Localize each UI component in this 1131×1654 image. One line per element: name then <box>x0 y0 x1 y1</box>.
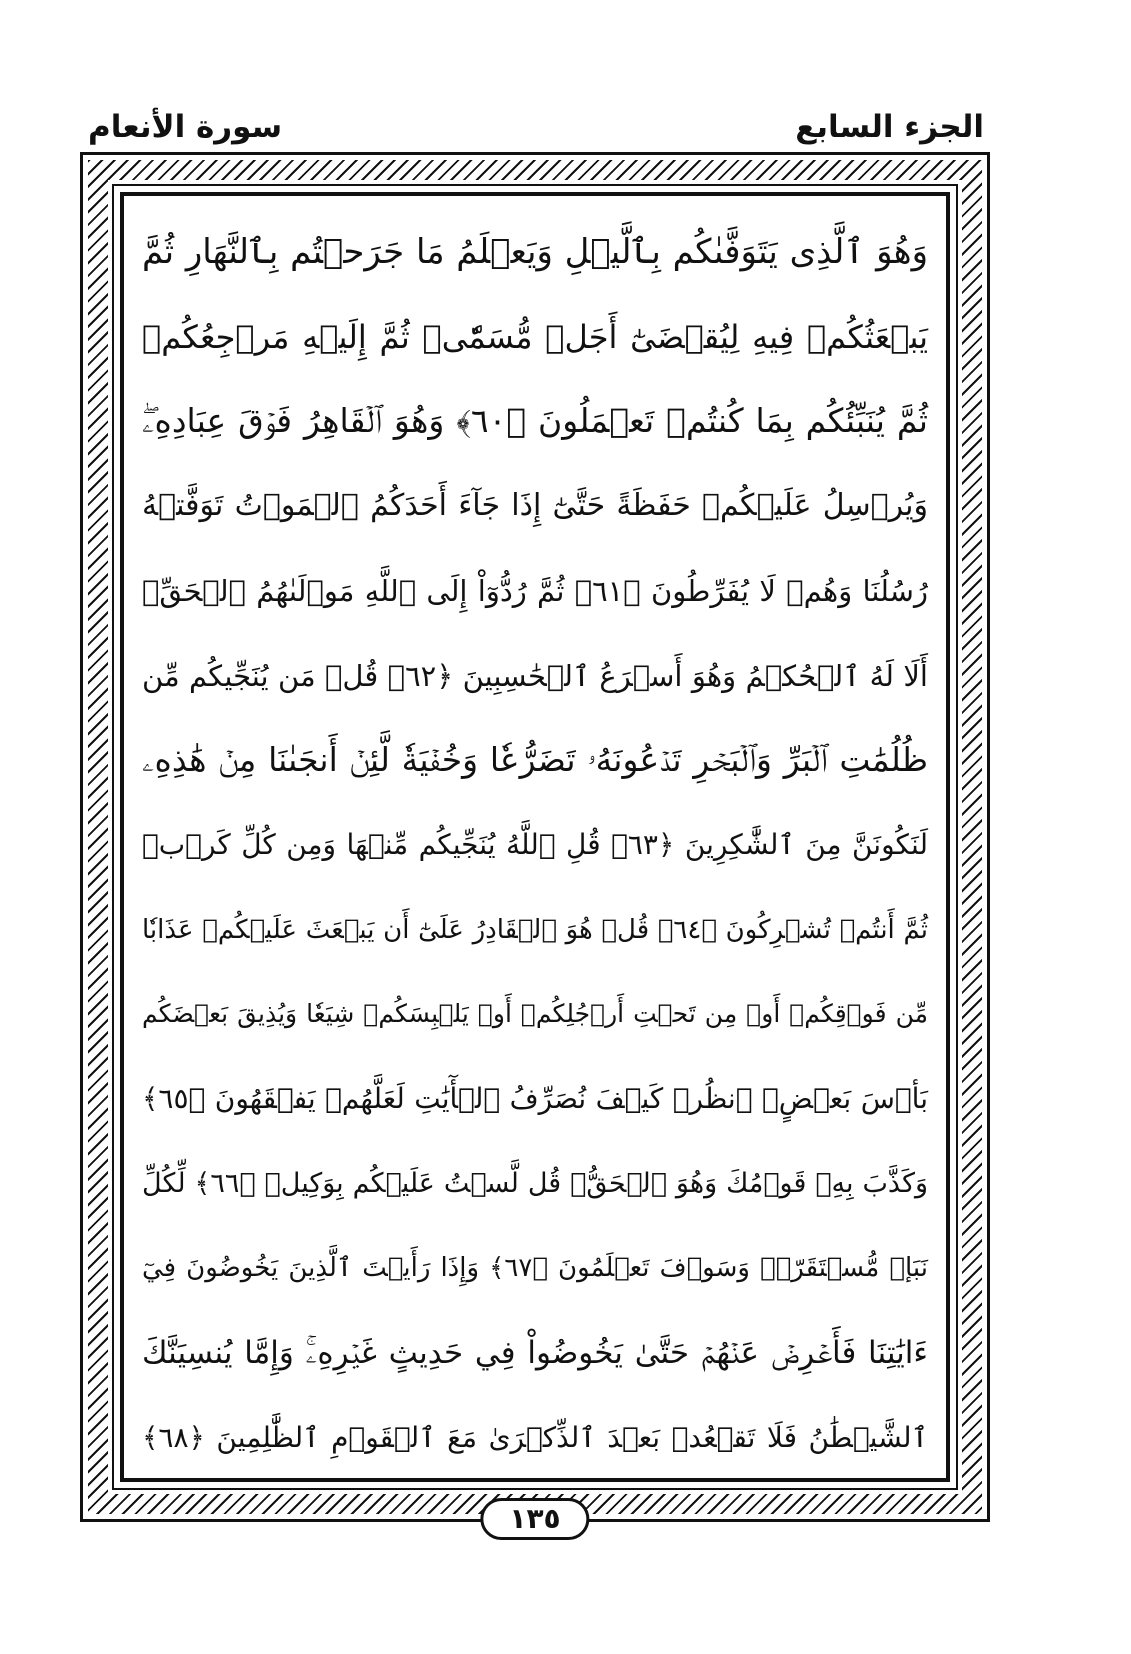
verse-line: يَبۡعَثُكُمۡ فِيهِ لِيُقۡضَىٰٓ أَجَلٞ مُّسَمّٗىۖ ثُمَّ إِلَيۡهِ مَرۡجِعُكُمۡ <box>142 317 928 356</box>
verse-line: مِّن فَوۡقِكُمۡ أَوۡ مِن تَحۡتِ أَرۡجُلِكُمۡ أَوۡ يَلۡبِسَكُمۡ شِيَعٗا وَيُذِيقَ بَعۡضَكُم <box>142 999 928 1029</box>
verse-line: رُسُلُنَا وَهُمۡ لَا يُفَرِّطُونَ ﴿٦١﴾ ثُمَّ رُدُّوٓاْ إِلَى ٱللَّهِ مَوۡلَىٰهُمُ ٱلۡحَقِّۚ <box>142 573 928 608</box>
verse-line: وَهُوَ ٱلَّذِى يَتَوَفَّىٰكُم بِٱلَّيۡلِ وَيَعۡلَمُ مَا جَرَحۡتُم بِٱلنَّهَارِ ثُمَّ <box>142 232 928 272</box>
verse-lines <box>142 222 928 1468</box>
surah-title: سورة الأنعام <box>88 109 283 145</box>
verse-line: ثُمَّ أَنتُمۡ تُشۡرِكُونَ ﴿٦٤﴾ قُلۡ هُوَ ٱلۡقَادِرُ عَلَىٰٓ أَن يَبۡعَثَ عَلَيۡكُمۡ عَذَابٗا <box>142 914 928 945</box>
verse-line: نَبَإٖ مُّسۡتَقَرّٞۚ وَسَوۡفَ تَعۡلَمُونَ ﴿٦٧﴾ وَإِذَا رَأَيۡتَ ٱلَّذِينَ يَخُوضُونَ فِيٓ <box>142 1253 928 1284</box>
juz-title: الجزء السابع <box>795 109 984 145</box>
verse-line: ٱلشَّيۡطَٰنُ فَلَا تَقۡعُدۡ بَعۡدَ ٱلذِّكۡرَىٰ مَعَ ٱلۡقَوۡمِ ٱلظَّٰلِمِينَ ﴿٦٨﴾ <box>142 1420 928 1454</box>
page-number: ١٣٥ <box>480 1498 589 1540</box>
verse-line: ءَايَٰتِنَا فَأَعۡرِضۡ عَنۡهُمۡ حَتَّىٰ يَخُوضُواْ فِي حَدِيثٍ غَيۡرِهِۦۚ وَإِمَّا يُنسِيَنَّكَ <box>142 1335 928 1372</box>
verse-line: وَكَذَّبَ بِهِۦ قَوۡمُكَ وَهُوَ ٱلۡحَقُّۚ قُل لَّسۡتُ عَلَيۡكُم بِوَكِيلٖ ﴿٦٦﴾ لِّكُلِّ <box>142 1167 928 1199</box>
ornamental-frame <box>80 152 990 1535</box>
verse-line: أَلَا لَهُ ٱلۡحُكۡمُ وَهُوَ أَسۡرَعُ ٱلۡحَٰسِبِينَ ﴿٦٢﴾ قُلۡ مَن يُنَجِّيكُم مِّن <box>142 658 928 693</box>
verse-line: ظُلُمَٰتِ ٱلۡبَرِّ وَٱلۡبَحۡرِ تَدۡعُونَهُۥ تَضَرُّعٗا وَخُفۡيَةٗ لَّئِنۡ أَنجَىٰنَا مِنۡ هَٰذِهِۦ <box>142 740 928 780</box>
verse-line: بَأۡسَ بَعۡضٍۗ ٱنظُرۡ كَيۡفَ نُصَرِّفُ ٱلۡأٓيَٰتِ لَعَلَّهُمۡ يَفۡقَهُونَ ﴿٦٥﴾ <box>142 1082 928 1116</box>
verse-line: ثُمَّ يُنَبِّئُكُم بِمَا كُنتُمۡ تَعۡمَلُونَ ﴿٦٠﴾ وَهُوَ ٱلۡقَاهِرُ فَوۡقَ عِبَادِهِۦۖ <box>142 401 928 441</box>
text-panel <box>120 192 950 1482</box>
page-header <box>88 96 984 158</box>
verse-line: وَيُرۡسِلُ عَلَيۡكُمۡ حَفَظَةً حَتَّىٰٓ إِذَا جَآءَ أَحَدَكُمُ ٱلۡمَوۡتُ تَوَفَّتۡهُ <box>142 488 928 524</box>
verse-line: لَنَكُونَنَّ مِنَ ٱلشَّٰكِرِينَ ﴿٦٣﴾ قُلِ ٱللَّهُ يُنَجِّيكُم مِّنۡهَا وَمِن كُلِّ كَرۡبٖ <box>142 827 928 861</box>
